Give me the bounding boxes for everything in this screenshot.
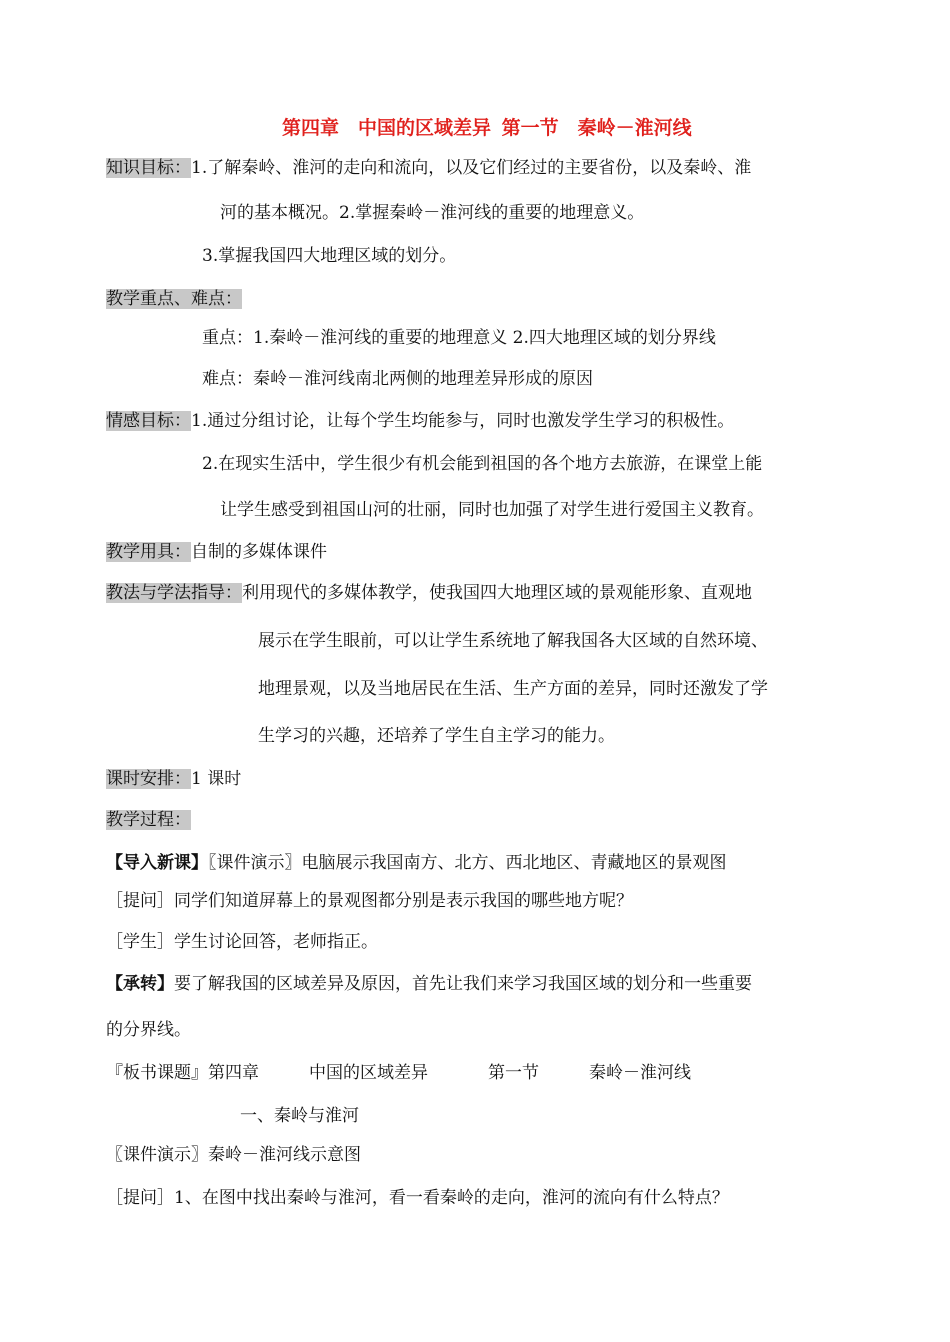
emotion-goals-line2: 2.在现实生活中，学生很少有机会能到祖国的各个地方去旅游，在课堂上能 bbox=[202, 454, 763, 474]
keypoints-difficulty: 难点：秦岭－淮河线南北两侧的地理差异形成的原因 bbox=[202, 369, 593, 389]
board-part-b: 中国的区域差异 bbox=[309, 1063, 428, 1083]
transition-line1 bbox=[106, 972, 752, 996]
emotion-goals-line1 bbox=[106, 409, 734, 433]
knowledge-goals-line3: 3.掌握我国四大地理区域的划分。 bbox=[202, 246, 457, 266]
student-answer-1: ［学生］学生讨论回答，老师指正。 bbox=[106, 932, 378, 952]
method-line2: 展示在学生眼前，可以让学生系统地了解我国各大区域的自然环境、 bbox=[258, 631, 768, 651]
question-1: ［提问］同学们知道屏幕上的景观图都分别是表示我国的哪些地方呢？ bbox=[106, 891, 633, 911]
transition-text1: 要了解我国的区域差异及原因，首先让我们来学习我国区域的划分和一些重要 bbox=[174, 974, 752, 994]
intro-text: 〖课件演示〗电脑展示我国南方、北方、西北地区、青藏地区的景观图 bbox=[208, 853, 727, 873]
teaching-tools-text: 自制的多媒体课件 bbox=[191, 542, 327, 562]
method-line3: 地理景观，以及当地居民在生活、生产方面的差异，同时还激发了学 bbox=[258, 679, 768, 699]
teaching-tools-label: 教学用具： bbox=[106, 542, 191, 562]
document-title: 第四章 中国的区域差异 第一节 秦岭－淮河线 bbox=[282, 117, 692, 139]
method-line1 bbox=[106, 581, 752, 605]
method-text1: 利用现代的多媒体教学，使我国四大地理区域的景观能形象、直观地 bbox=[242, 583, 752, 603]
intro-tag: 【导入新课】 bbox=[106, 853, 208, 873]
board-part-d: 秦岭－淮河线 bbox=[589, 1063, 691, 1083]
knowledge-goals-text1: 1.了解秦岭、淮河的走向和流向，以及它们经过的主要省份，以及秦岭、淮 bbox=[191, 158, 752, 178]
keypoints-heading bbox=[106, 287, 242, 311]
transition-line2: 的分界线。 bbox=[106, 1020, 191, 1040]
emotion-goals-text1: 1.通过分组讨论，让每个学生均能参与，同时也激发学生学习的积极性。 bbox=[191, 411, 735, 431]
teaching-tools bbox=[106, 540, 327, 564]
method-label: 教法与学法指导： bbox=[106, 583, 242, 603]
emotion-goals-line3: 让学生感受到祖国山河的壮丽，同时也加强了对学生进行爱国主义教育。 bbox=[220, 500, 764, 520]
section-heading-1: 一、秦岭与淮河 bbox=[240, 1106, 359, 1126]
intro-line bbox=[106, 851, 727, 875]
emotion-goals-label: 情感目标： bbox=[106, 411, 191, 431]
process-label: 教学过程： bbox=[106, 810, 191, 830]
board-part-a: 『板书课题』第四章 bbox=[106, 1063, 259, 1083]
schedule bbox=[106, 767, 241, 791]
knowledge-goals-line2: 河的基本概况。2.掌握秦岭－淮河线的重要的地理意义。 bbox=[220, 203, 645, 223]
keypoints-label: 教学重点、难点： bbox=[106, 289, 242, 309]
schedule-label: 课时安排： bbox=[106, 769, 191, 789]
question-2: ［提问］1、在图中找出秦岭与淮河，看一看秦岭的走向，淮河的流向有什么特点？ bbox=[106, 1188, 729, 1208]
courseware-demo-2: 〖课件演示〗秦岭－淮河线示意图 bbox=[106, 1145, 361, 1165]
board-title-line bbox=[106, 1061, 691, 1085]
keypoints-focus: 重点：1.秦岭－淮河线的重要的地理意义 2.四大地理区域的划分界线 bbox=[202, 328, 716, 348]
board-part-c: 第一节 bbox=[488, 1063, 539, 1083]
knowledge-goals-line1 bbox=[106, 156, 751, 180]
method-line4: 生学习的兴趣，还培养了学生自主学习的能力。 bbox=[258, 726, 615, 746]
schedule-text: 1 课时 bbox=[191, 769, 242, 789]
transition-tag: 【承转】 bbox=[106, 974, 174, 994]
process-heading bbox=[106, 808, 191, 832]
knowledge-goals-label: 知识目标： bbox=[106, 158, 191, 178]
